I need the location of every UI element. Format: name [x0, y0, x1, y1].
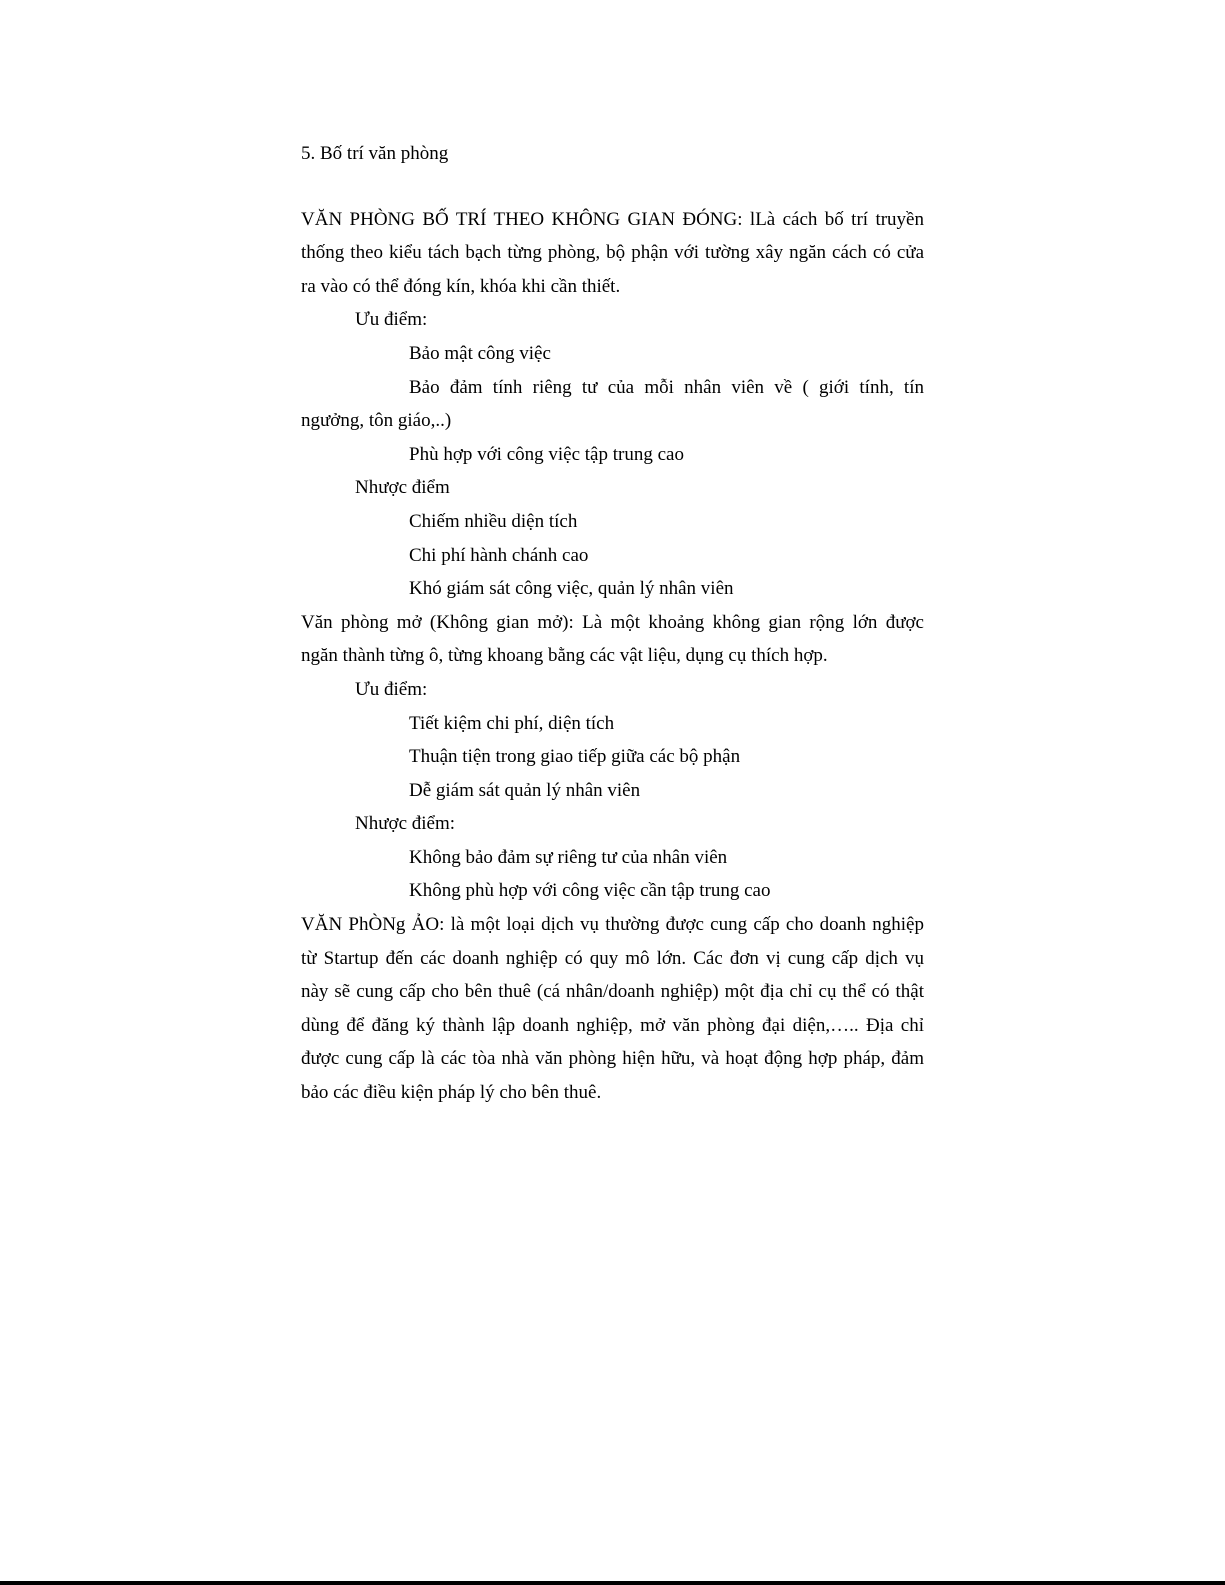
open-office-cons-label: Nhược điểm: — [355, 813, 456, 835]
open-office-intro-line: Văn phòng mở (Không gian mở): Là một khoảng không gian rộng lớn được — [301, 611, 924, 633]
section-heading: 5. Bố trí văn phòng — [301, 143, 449, 164]
document-body — [301, 137, 924, 1110]
open-office-con-item: Không phù hợp với công việc cần tập trung cao — [409, 880, 771, 902]
virtual-office-line: từ Startup đến các doanh nghiệp có quy mô lớn. Các đơn vị cung cấp dịch vụ — [301, 947, 924, 969]
closed-office-con-item: Khó giám sát công việc, quản lý nhân viên — [409, 578, 734, 600]
open-office-pro-item: Dễ giám sát quản lý nhân viên — [409, 779, 641, 801]
virtual-office-line: bảo các điều kiện pháp lý cho bên thuê. — [301, 1082, 602, 1104]
closed-office-pro-item: Bảo đảm tính riêng tư của mỗi nhân viên về ( giới tính, tín — [409, 376, 924, 398]
closed-office-pros-label: Ưu điểm: — [355, 309, 428, 331]
closed-office-pro-item: Phù hợp với công việc tập trung cao — [409, 443, 684, 465]
open-office-pros-label: Ưu điểm: — [355, 678, 428, 700]
closed-office-cons-label: Nhược điểm — [355, 477, 450, 499]
open-office-pro-item: Tiết kiệm chi phí, diện tích — [409, 712, 615, 734]
page-bottom-border — [0, 1581, 1225, 1585]
open-office-pro-item: Thuận tiện trong giao tiếp giữa các bộ phận — [409, 746, 741, 768]
closed-office-con-item: Chi phí hành chánh cao — [409, 544, 589, 566]
closed-office-pro-item: Bảo mật công việc — [409, 342, 551, 364]
open-office-intro-line: ngăn thành từng ô, từng khoang bằng các vật liệu, dụng cụ thích hợp. — [301, 645, 828, 667]
virtual-office-line: được cung cấp là các tòa nhà văn phòng hiện hữu, và hoạt động hợp pháp, đảm — [301, 1048, 924, 1070]
closed-office-pro-item-continued: ngưởng, tôn giáo,..) — [301, 410, 452, 432]
heading-spacer — [301, 171, 924, 203]
closed-office-intro-line: ra vào có thể đóng kín, khóa khi cần thiết. — [301, 275, 621, 297]
closed-office-intro-line: VĂN PHÒNG BỐ TRÍ THEO KHÔNG GIAN ĐÓNG: lLà cách bố trí truyền — [301, 208, 924, 230]
virtual-office-line: dùng để đăng ký thành lập doanh nghiệp, mở văn phòng đại diện,….. Địa chỉ — [301, 1014, 924, 1036]
virtual-office-line: VĂN PhÒNg ẢO: là một loại dịch vụ thường được cung cấp cho doanh nghiệp — [301, 914, 924, 936]
closed-office-con-item: Chiếm nhiều diện tích — [409, 510, 578, 532]
virtual-office-line: này sẽ cung cấp cho bên thuê (cá nhân/doanh nghiệp) một địa chỉ cụ thể có thật — [301, 981, 924, 1003]
closed-office-intro-line: thống theo kiểu tách bạch từng phòng, bộ phận với tường xây ngăn cách có cửa — [301, 242, 924, 264]
open-office-con-item: Không bảo đảm sự riêng tư của nhân viên — [409, 846, 728, 868]
